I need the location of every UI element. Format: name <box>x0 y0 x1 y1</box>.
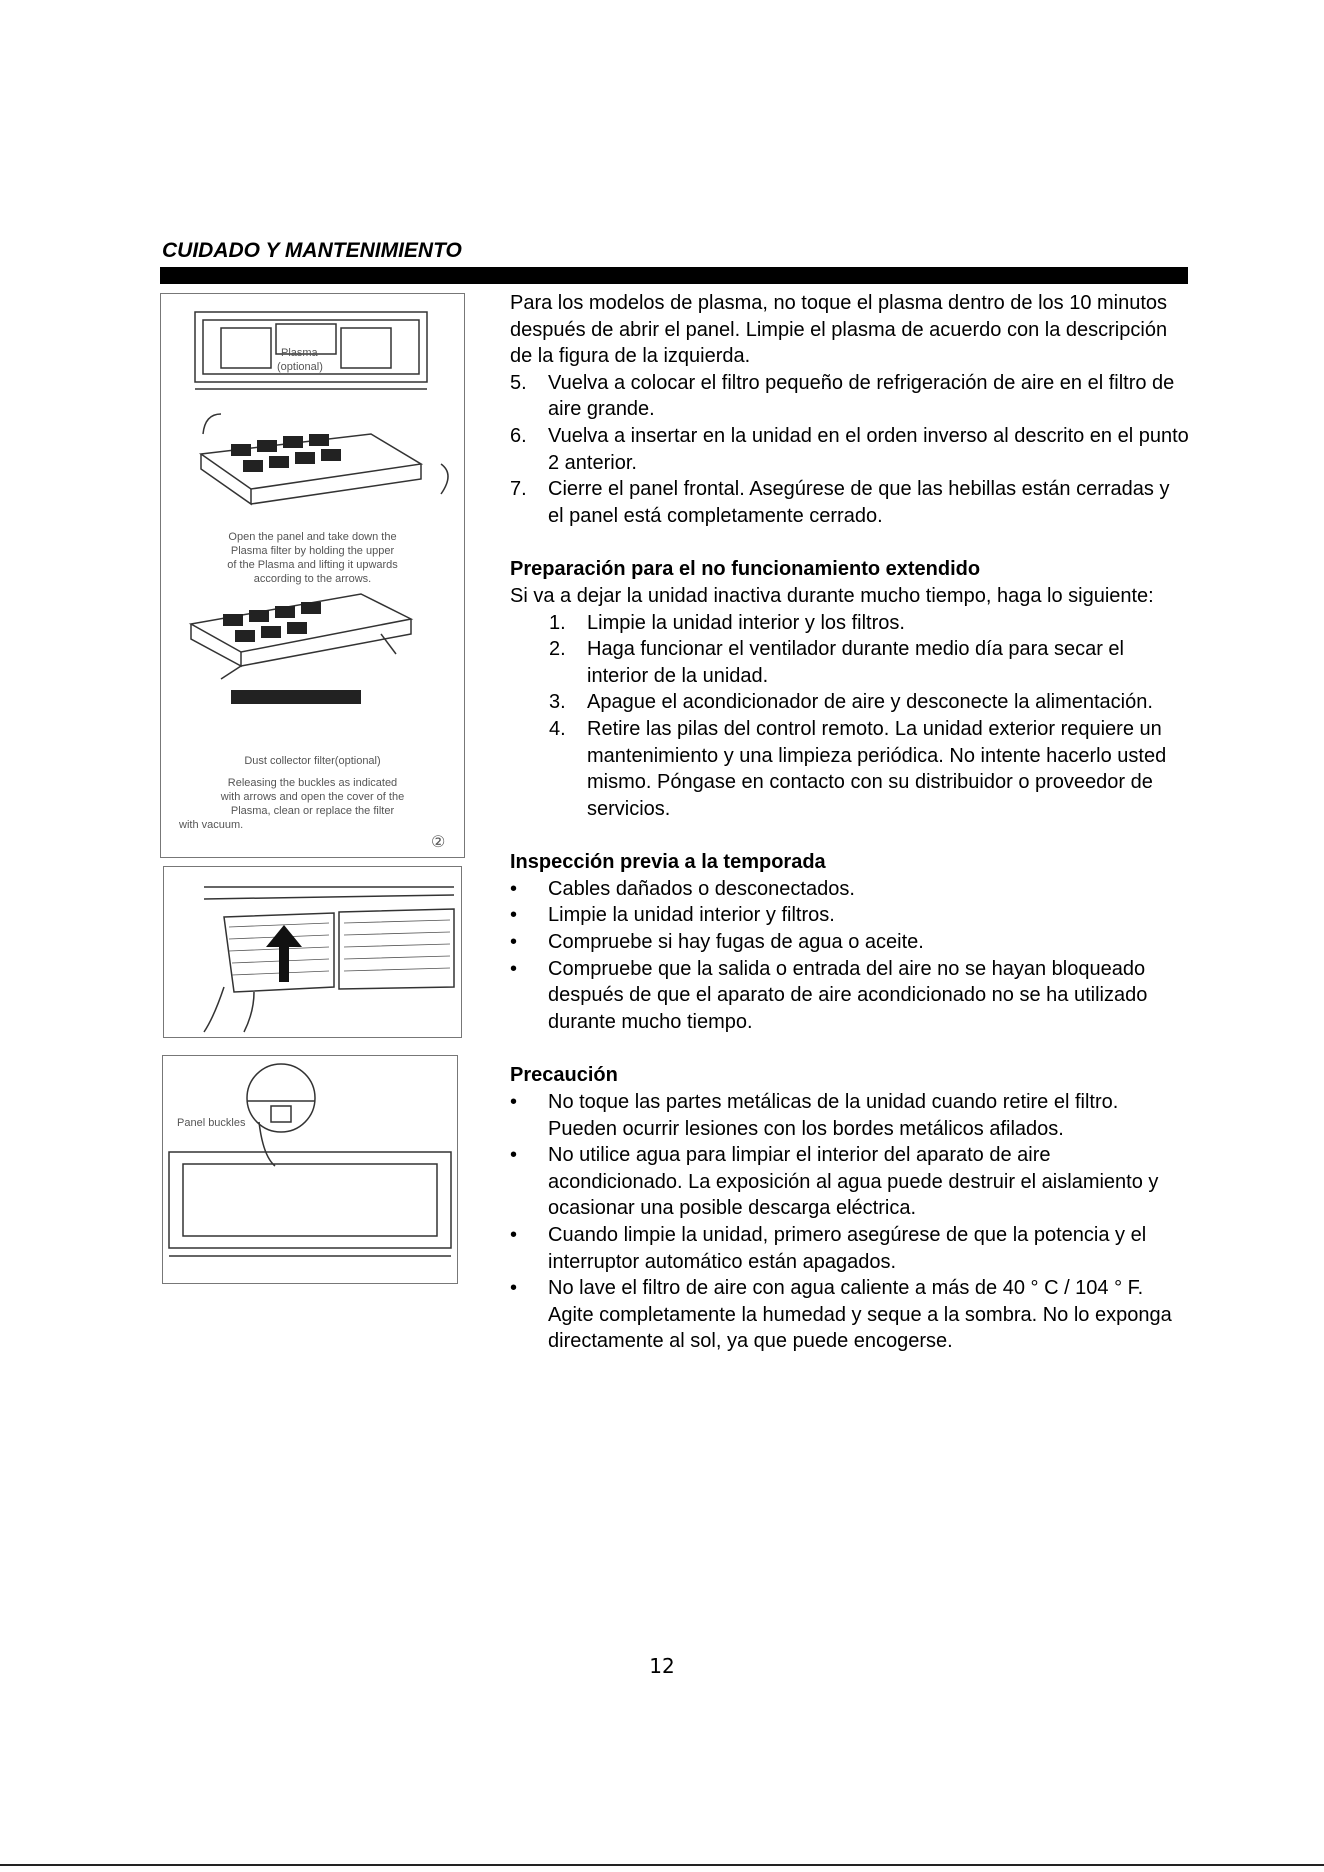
bullet: • <box>510 1224 518 1246</box>
step-text: Apague el acondicionador de aire y desconecte la alimentación. <box>587 691 1153 714</box>
page-number: 12 <box>649 1654 675 1678</box>
bullet-text: Compruebe si hay fugas de agua o aceite. <box>548 931 924 954</box>
bullet-text: Compruebe que la salida o entrada del aire no se hayan bloqueado después de que el aparato de aire acondicionado no se ha utilizado durante mucho tiempo. <box>548 957 1148 1033</box>
caption-line: Plasma, clean or replace the filter <box>230 805 395 817</box>
extended-steps <box>510 610 1190 823</box>
step-text: Vuelva a insertar en la unidad en el orden inverso al descrito en el punto 2 anterior. <box>548 424 1189 474</box>
list-item <box>510 956 1190 1036</box>
list-item <box>510 1275 1190 1355</box>
intro-steps <box>510 370 1190 530</box>
list-item <box>549 636 1190 689</box>
inspection-bullets <box>510 876 1190 1036</box>
plasma-filter-figure <box>160 293 465 858</box>
caption-line: Releasing the buckles as indicated <box>227 777 398 789</box>
step-number: 3. <box>549 691 566 714</box>
plasma-label: Plasma <box>281 347 318 359</box>
caution-bullets <box>510 1089 1190 1355</box>
panel-buckles-label: Panel buckles <box>177 1117 246 1129</box>
bullet: • <box>510 957 518 980</box>
bullet: • <box>510 931 518 954</box>
extended-intro: Si va a dejar la unidad inactiva durante mucho tiempo, haga lo siguiente: <box>510 584 1154 607</box>
step-text: Retire las pilas del control remoto. La unidad exterior requiere un mantenimiento y una limpieza periódica. No intente hacerlo usted mismo. Póngase en contacto con su distribuidor o proveedor de servicios. <box>587 717 1167 820</box>
caption-line: according to the arrows. <box>253 573 372 585</box>
step-badge: ② <box>431 834 446 851</box>
list-item <box>510 423 1190 476</box>
panel-buckles-illustration <box>163 1056 457 1283</box>
list-item <box>510 370 1190 423</box>
bullet-text: No lave el filtro de aire con agua caliente a más de 40 ° C / 104 ° F. Agite completamente la humedad y seque a la sombra. No lo exponga directamente al sol, ya que puede encogerse. <box>548 1277 1172 1353</box>
step-text: Cierre el panel frontal. Asegúrese de que las hebillas están cerradas y el panel está completamente cerrado. <box>548 478 1170 527</box>
inspection-heading: Inspección previa a la temporada <box>510 851 826 874</box>
caption-line: with vacuum. <box>179 819 244 831</box>
list-item <box>549 716 1190 822</box>
step-number: 5. <box>510 371 527 394</box>
step-number: 7. <box>510 478 527 501</box>
caption-line: Open the panel and take down the <box>228 531 397 543</box>
fig1-caption-bottom <box>165 776 460 832</box>
bullet-text: No toque las partes metálicas de la unidad cuando retire el filtro. Pueden ocurrir lesiones con los bordes metálicos afilados. <box>548 1091 1119 1140</box>
bullet-text: No utilice agua para limpiar el interior del aparato de aire acondicionado. La exposición al agua puede destruir el aislamiento y ocasionar una posible descarga eléctrica. <box>548 1144 1159 1220</box>
extended-heading: Preparación para el no funcionamiento extendido <box>510 558 981 581</box>
list-item <box>510 929 1190 956</box>
content-column <box>510 290 1190 1355</box>
bullet: • <box>510 904 518 927</box>
bottom-rule <box>0 1864 1324 1866</box>
caution-heading: Precaución <box>510 1064 618 1087</box>
step-number: 6. <box>510 424 527 447</box>
bullet: • <box>510 1144 518 1167</box>
filter-insert-figure <box>163 866 462 1038</box>
bullet: • <box>510 1091 518 1114</box>
step-text: Limpie la unidad interior y los filtros. <box>587 611 905 634</box>
filter-insert-illustration <box>164 867 461 1037</box>
caption-line: with arrows and open the cover of the <box>220 791 405 803</box>
caption-line: of the Plasma and lifting it upwards <box>227 559 398 571</box>
step-number: 1. <box>549 611 566 634</box>
bullet-text: Cuando limpie la unidad, primero asegúrese de que la potencia y el interruptor automático están apagados. <box>548 1224 1147 1273</box>
fig1-caption-top <box>165 530 460 586</box>
dust-filter-label: Dust collector filter(optional) <box>244 755 381 767</box>
panel-buckles-figure <box>162 1055 458 1284</box>
intro-paragraph: Para los modelos de plasma, no toque el plasma dentro de los 10 minutos después de abrir el panel. Limpie el plasma de acuerdo con la descripción de la figura de la izquierda. <box>510 292 1168 368</box>
bullet-text: Limpie la unidad interior y filtros. <box>548 904 835 927</box>
list-item <box>510 1089 1190 1142</box>
caption-line: Plasma filter by holding the upper <box>230 545 395 557</box>
step-number: 4. <box>549 717 566 740</box>
bullet: • <box>510 877 518 900</box>
list-item <box>510 902 1190 929</box>
step-number: 2. <box>549 638 566 661</box>
list-item <box>510 1222 1190 1275</box>
list-item <box>549 610 1190 637</box>
list-item <box>510 876 1190 903</box>
list-item <box>549 689 1190 716</box>
section-title: CUIDADO Y MANTENIMIENTO <box>162 239 462 262</box>
list-item <box>510 476 1190 529</box>
step-text: Vuelva a colocar el filtro pequeño de refrigeración de aire en el filtro de aire grande. <box>548 371 1175 421</box>
list-item <box>510 1142 1190 1222</box>
optional-label: (optional) <box>277 361 323 373</box>
step-text: Haga funcionar el ventilador durante medio día para secar el interior de la unidad. <box>587 638 1124 687</box>
bullet: • <box>510 1277 518 1300</box>
bullet-text: Cables dañados o desconectados. <box>548 877 855 900</box>
title-rule <box>160 267 1188 284</box>
